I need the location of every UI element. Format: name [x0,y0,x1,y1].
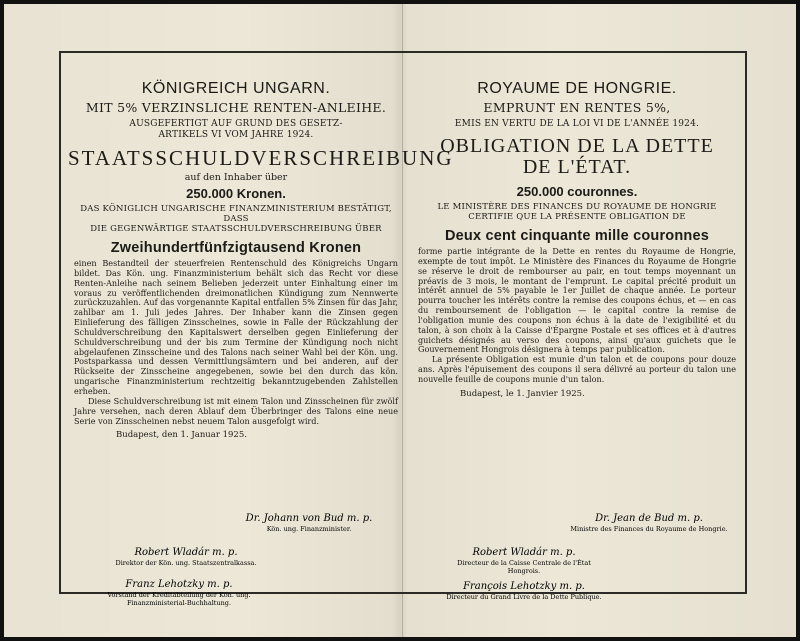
french-signature-3 [409,581,639,601]
french-issued-line: EMIS EN VERTU DE LA LOI VI DE L'ANNÉE 1924. [454,119,700,129]
signature-role: Directeur du Grand Livre de la Dette Publique. [446,593,602,601]
german-ministry-line-2: DIE GEGENWÄRTIGE STAATSSCHULDVERSCHREIBUNG ÜBER [90,224,382,234]
signature-role: Direktor der Kön. ung. Staatszentralkassa. [115,559,257,567]
signature-role: Vorstand der Kreditabteilung der Kön. ung. [107,591,251,599]
bond-certificate [4,4,796,637]
signature-name: Franz Lehotzky m. p. [125,579,233,590]
french-subtitle: EMPRUNT EN RENTES 5%, [483,100,671,115]
french-date: Budapest, le 1. Janvier 1925. [460,388,585,399]
french-column [412,34,742,400]
german-title: KÖNIGREICH UNGARN. [141,80,331,97]
german-issued-line-1: AUSGEFERTIGT AUF GRUND DES GESETZ- [129,119,343,129]
signature-name: Dr. Johann von Bud m. p. [245,513,373,524]
german-body-text-2: Diese Schuldverschreibung ist mit einem Talon und Zinsscheinen für zwölf Jahre versehen, nach deren Ablauf dem Überbringer des Talons eine neue Serie von Zinsscheinen nebst neuem Talon ausgefolgt wird. [74,395,398,426]
german-bearer: auf den Inhaber über [184,172,288,183]
german-amount: 250.000 Kronen. [186,186,286,201]
german-signature-2 [86,547,286,567]
signature-name: Robert Wladár m. p. [472,547,576,558]
german-date: Budapest, den 1. Januar 1925. [116,430,247,441]
french-signature-2 [424,547,624,575]
german-issued-line-2: ARTIKELS VI VOM JAHRE 1924. [158,130,314,140]
french-ministry-line-1: LE MINISTÈRE DES FINANCES DU ROYAUME DE HONGRIE [437,202,717,212]
french-ministry-line-2: CERTIFIE QUE LA PRÉSENTE OBLIGATION DE [468,212,686,222]
french-title: ROYAUME DE HONGRIE. [477,80,677,97]
german-document-type: STAATSSCHULDVERSCHREIBUNG [68,146,454,170]
french-body-text: forme partie intégrante de la Dette en rentes du Royaume de Hongrie, exempte de tout impôt. Le Ministère des Finances du Royaume de Hongrie se réserve le droit de rembourser au pair, en tout temps moyennant un préavis de 3 mois, le montant de l'emprunt. Le capital précité produit un intérêt annuel de 5% payable le 1er Juillet de chaque année. Le porteur pourra toucher les intérêts contre la remise des coupons échus, et — en cas du remboursement de l'obligation — le capital contre la remise de l'obligation munie des coupons non échus à la date de l'exigibilité et du talon, à son choix à la Caisse d'Épargne Postale et ses offices et à d'autres guichets désignés au verso des coupons, ainsi qu'aux guichets que le Gouvernement Hongrois désignera à temps par publication. [418,246,736,355]
signature-role: Kön. ung. Finanzminister. [266,525,352,533]
german-amount-words: Zweihundertfünfzigtausend Kronen [110,240,362,256]
signature-name: Dr. Jean de Bud m. p. [595,513,703,524]
french-document-type-1: OBLIGATION DE LA DETTE [440,135,714,157]
french-document-type-2: DE L'ÉTAT. [522,156,632,178]
signature-role: Directeur de la Caisse Centrale de l'État [457,559,591,567]
signature-role: Finanzministerial-Buchhaltung. [126,599,232,607]
french-amount-words: Deux cent cinquante mille couronnes [444,228,710,244]
german-body-text: einen Bestandteil der steuerfreien Rentenschuld des Königreichs Ungarn bildet. Das Kön. ung. Finanzministerium behält sich das Recht vor diese Renten-Anleihe nach seinem Belieben jederzeit unter Einhaltung einer im voraus zu veröffentlichenden dreimonatlichen Kündigung zum Nennwerte zurückzuzahlen. Auf das vorgenannte Kapital entfallen 5% Zinsen für das Jahr, zahlbar am 1. Juli jedes Jahres. Der Inhaber kann die Zinsen gegen Einlieferung des fälligen Zinsscheines, sowie in Falle der Rückzahlung der Schuldverschreibung den Kapitalswert derselben gegen Einlieferung der Schuldverschreibung und der bis zum Termine der Kündigung noch nicht abgelaufenen Zinsscheine und des Talons nach seiner Wahl bei der Kön. ung. Postsparkassa und dessen Vermittlungsämtern und bei anderen, auf der Rückseite der Zinsscheine angegebenen, sowie bei den durch das kön. ungarische Finanzministerium rechtzeitig bekanntzugebenden Zahlstellen erheben. [74,258,398,396]
german-column [68,34,454,441]
signature-role: Ministre des Finances du Royaume de Hongrie. [570,525,728,533]
german-signature-1 [209,513,409,533]
german-ministry-line-1: DAS KÖNIGLICH UNGARISCHE FINANZMINISTERIUM BESTÄTIGT, DASS [80,204,392,224]
signature-name: Robert Wladár m. p. [134,547,238,558]
signature-name: François Lehotzky m. p. [463,581,585,592]
french-signature-1 [549,513,749,533]
signature-role: Hongrois. [507,567,541,575]
french-amount: 250.000 couronnes. [516,184,638,199]
french-body-text-2: La présente Obligation est munie d'un talon et de coupons pour douze ans. Après l'épuisement des coupons il sera délivré au porteur du talon une nouvelle feuille de coupons munie d'un talon. [418,354,736,384]
german-subtitle: MIT 5% VERZINSLICHE RENTEN-ANLEIHE. [85,100,387,115]
german-signature-3 [64,579,294,607]
